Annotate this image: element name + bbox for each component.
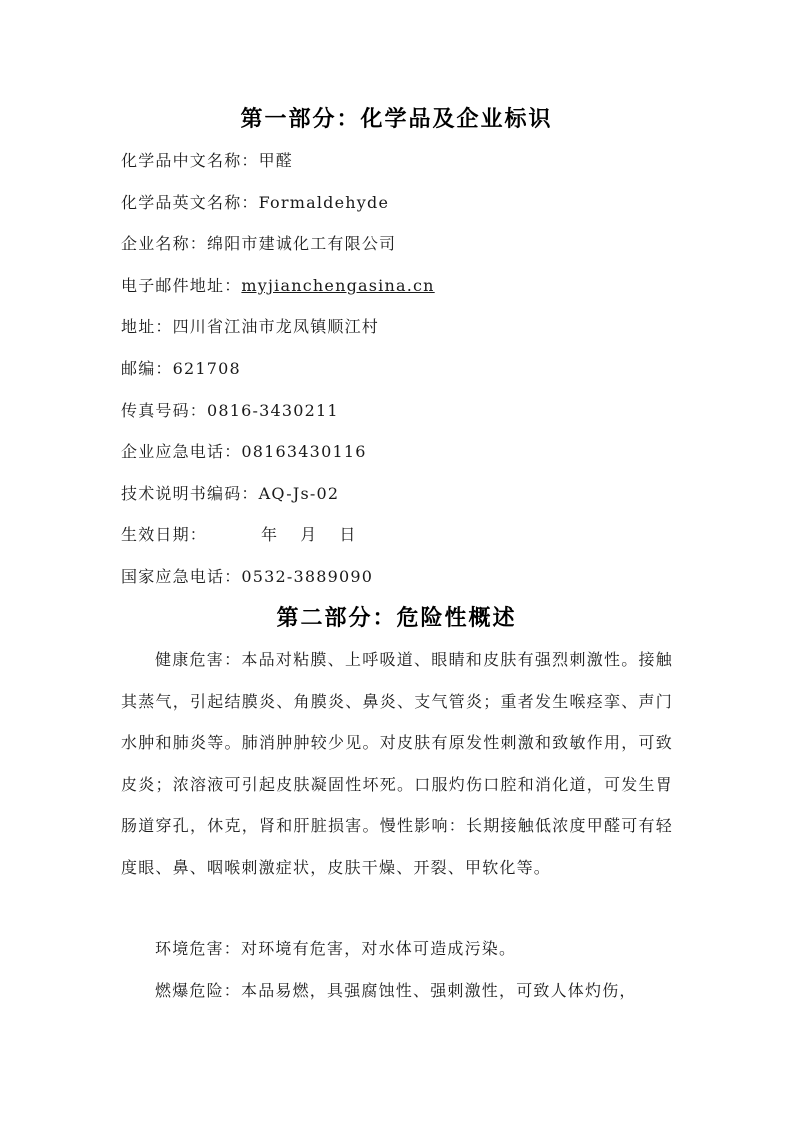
field-english-name [121, 190, 389, 213]
field-value: AQ-Js-02 [258, 484, 340, 503]
field-label: 电子邮件地址： [121, 276, 242, 295]
field-label: 生效日期： [121, 525, 208, 544]
field-company-name [121, 231, 396, 254]
field-effective-date [121, 522, 357, 545]
field-value: 0532-3889090 [241, 567, 374, 586]
date-day: 日 [339, 525, 357, 544]
date-month: 月 [300, 525, 318, 544]
field-emergency-phone [121, 439, 367, 462]
field-label: 企业应急电话： [121, 442, 242, 461]
field-value: 0816-3430211 [207, 401, 339, 420]
section1-title: 第一部分：化学品及企业标识 [240, 107, 553, 132]
field-spec-code [121, 481, 339, 504]
health-hazard-paragraph: 健康危害：本品对粘膜、上呼吸道、眼睛和皮肤有强烈刺激性。接触其蒸气，引起结膜炎、角膜炎、鼻炎、支气管炎；重者发生喉痉挛、声门水肿和肺炎等。肺消肿肿较少见。对皮肤有原发性刺激和致敏作用，可致皮炎；浓溶液可引起皮肤凝固性坏死。口服灼伤口腔和消化道，可发生胃肠道穿孔，休克，肾和肝脏损害。慢性影响：长期接触低浓度甲醛可有轻度眼、鼻、咽喉刺激症状，皮肤干燥、开裂、甲软化等。 [121, 650, 673, 877]
field-national-emergency-phone [121, 564, 373, 587]
environment-hazard-paragraph: 环境危害：对环境有危害，对水体可造成污染。 [155, 939, 517, 958]
field-value: 甲醛 [258, 151, 294, 170]
field-chinese-name [121, 148, 293, 171]
field-label: 化学品中文名称： [121, 151, 259, 170]
field-label: 邮编： [121, 359, 173, 378]
field-value: 621708 [172, 359, 241, 378]
fire-explosion-hazard-paragraph: 燃爆危险：本品易燃，具强腐蚀性、强刺激性，可致人体灼伤， [155, 981, 637, 1000]
field-value: Formaldehyde [258, 193, 390, 212]
field-label: 国家应急电话： [121, 567, 242, 586]
date-year: 年 [261, 525, 279, 544]
email-link[interactable]: myjianchengasina.cn [241, 276, 435, 295]
field-label: 企业名称： [121, 234, 208, 253]
field-fax [121, 398, 339, 421]
section2-title: 第二部分：危险性概述 [276, 606, 517, 631]
field-label: 化学品英文名称： [121, 193, 259, 212]
field-value: 四川省江油市龙凤镇顺江村 [172, 317, 380, 336]
field-label: 地址： [121, 317, 173, 336]
field-label: 技术说明书编码： [121, 484, 259, 503]
field-address [121, 314, 379, 337]
field-label: 传真号码： [121, 401, 208, 420]
field-email [121, 273, 435, 296]
field-value: 08163430116 [241, 442, 367, 461]
field-postcode [121, 356, 241, 379]
field-value: 绵阳市建诚化工有限公司 [207, 234, 397, 253]
